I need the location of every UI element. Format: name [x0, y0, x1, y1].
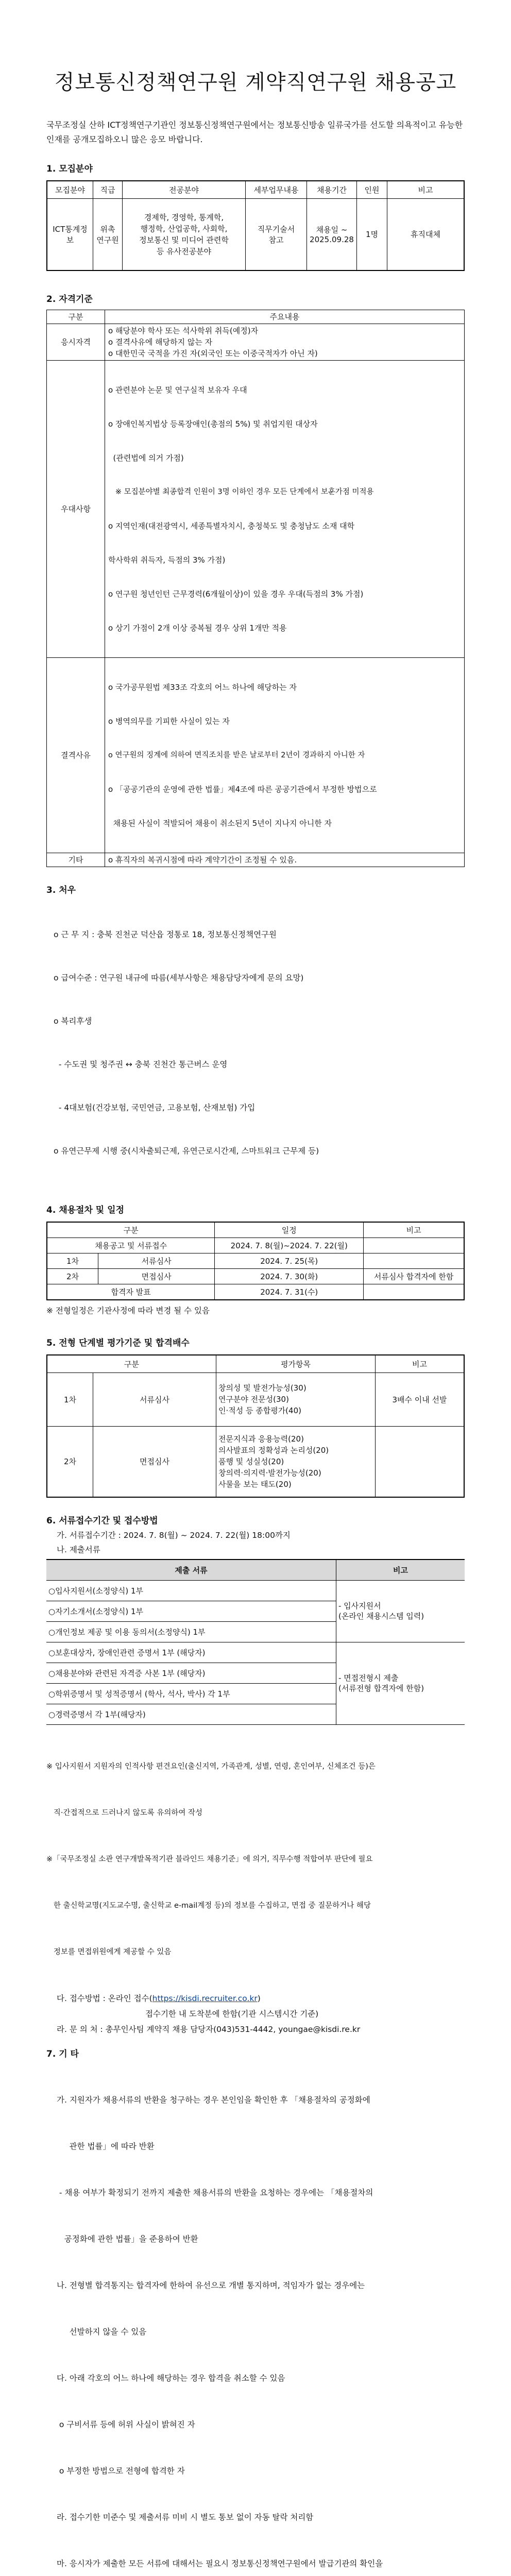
- section-heading-recruitment: 1. 모집분야: [46, 161, 465, 174]
- list-item: o 해당분야 학사 또는 석사학위 취득(예정)자: [108, 325, 461, 336]
- documents-table: [46, 1559, 465, 1725]
- table-header: 직급: [93, 181, 123, 198]
- list-item: o 부정한 방법으로 전형에 합격한 자: [57, 2463, 465, 2479]
- section-heading-evaluation: 5. 전형 단계별 평가기준 및 합격배수: [46, 1335, 465, 1348]
- table-cell: 합격자 발표: [47, 1284, 215, 1300]
- table-cell: 1차: [47, 1253, 98, 1269]
- table-cell: 1차: [47, 1372, 93, 1426]
- application-period: 가. 서류접수기간 : 2024. 7. 8(월) ~ 2024. 7. 22(월) 18:00까지: [46, 1528, 465, 1543]
- list-item: o 유연근무제 시행 중(시차출퇴근제, 유연근로시간제, 스마트워크 근무제 등): [54, 1144, 465, 1158]
- row-label: 응시자격: [47, 324, 105, 361]
- section-heading-schedule: 4. 채용절차 및 일정: [46, 1202, 465, 1215]
- list-item: 공정화에 관한 법률」을 준용하여 반환: [57, 2231, 465, 2247]
- table-cell: 서류심사: [98, 1253, 215, 1269]
- list-item: 채용된 사실이 적발되어 채용이 취소된지 5년이 지나지 아니한 자: [108, 818, 461, 829]
- table-cell: [364, 1284, 464, 1300]
- table-cell: 면접심사: [98, 1269, 215, 1284]
- apply-link[interactable]: https://kisdi.recruiter.co.kr: [152, 1994, 258, 2003]
- table-cell: 휴직대체: [387, 198, 465, 270]
- evaluation-table: [46, 1354, 465, 1498]
- list-item: 인·적성 등 종합평가(40): [218, 1405, 373, 1416]
- table-cell: 면접심사: [93, 1426, 216, 1497]
- table-header: 세부업무내용: [246, 181, 307, 198]
- table-cell: ○경력증명서 각 1부(해당자): [46, 1704, 336, 1724]
- table-cell: [216, 1372, 375, 1426]
- table-row: [47, 1426, 464, 1497]
- table-cell: 2024. 7. 25(목): [215, 1253, 364, 1269]
- table-header: 비고: [364, 1222, 464, 1238]
- table-header: 비고: [387, 181, 465, 198]
- list-item: o 연구원 청년인턴 근무경력(6개월이상)이 있을 경우 우대(득점의 3% 가점): [108, 588, 461, 600]
- list-item: (관련법에 의거 가점): [108, 452, 461, 464]
- table-cell: - 면접전형시 제출 (서류전형 합격자에 한함): [336, 1642, 465, 1724]
- table-header-row: [47, 310, 465, 324]
- table-header: 비고: [375, 1355, 464, 1372]
- list-item: 마. 응시자가 제출한 모든 서류에 대해서는 필요시 정보통신정책연구원에서 발급기관의 확인을: [57, 2556, 465, 2571]
- table-cell: ○학위증명서 및 성적증명서 (학사, 석사, 박사) 각 1부: [46, 1683, 336, 1704]
- list-item: 창의력·의지력·발전가능성(20): [218, 1467, 373, 1479]
- table-cell: ○자기소개서(소정양식) 1부: [46, 1601, 336, 1621]
- list-item: o 구비서류 등에 허위 사실이 밝혀진 자: [57, 2417, 465, 2432]
- row-content: [105, 361, 465, 658]
- section-heading-qualification: 2. 자격기준: [46, 292, 465, 304]
- list-item: - 수도권 및 청주권 ↔ 충북 진천간 통근버스 운영: [54, 1057, 465, 1072]
- list-item: o 관련분야 논문 및 연구실적 보유자 우대: [108, 384, 461, 396]
- list-item: o 「공공기관의 운영에 관한 법률」제4조에 따른 공공기관에서 부정한 방법으로: [108, 784, 461, 795]
- list-item: o 결격사유에 해당하지 않는 자: [108, 336, 461, 348]
- table-cell: ICT통계정보: [47, 198, 93, 270]
- row-label: 결격사유: [47, 658, 105, 853]
- misc-list: [46, 2061, 465, 2576]
- table-cell: 채용공고 및 서류접수: [47, 1238, 215, 1253]
- table-header: 구분: [47, 1222, 215, 1238]
- table-header: 구분: [47, 310, 105, 324]
- table-row: [46, 1580, 465, 1601]
- list-item: o 근 무 지 : 충북 진천군 덕산읍 정통로 18, 정보통신정책연구원: [54, 927, 465, 942]
- remark-line: 직·간접적으로 드러나지 않도록 유의하여 작성: [46, 1805, 465, 1821]
- list-item: o 복리후생: [54, 1014, 465, 1028]
- table-header: 제출 서류: [46, 1560, 336, 1580]
- list-item: o 상기 가점이 2개 이상 중복될 경우 상위 1개만 적용: [108, 622, 461, 634]
- table-row: [47, 658, 465, 853]
- list-item: o 대한민국 국적을 가진 자(외국인 또는 이중국적자가 아닌 자): [108, 348, 461, 359]
- list-item: 사물을 보는 태도(20): [218, 1479, 373, 1490]
- schedule-table: [46, 1222, 465, 1300]
- section-heading-application: 6. 서류접수기간 및 접수방법: [46, 1513, 465, 1526]
- table-cell: 3배수 이내 선발: [375, 1372, 464, 1426]
- table-row: [47, 324, 465, 361]
- table-cell: 직무기술서 참고: [246, 198, 307, 270]
- intro-text: 국무조정실 산하 ICT정책연구기관인 정보통신정책연구원에서는 정보통신방송 일류국가를 선도할 의욕적이고 유능한 인재를 공개모집하오니 많은 응모 바랍니다.: [46, 118, 465, 147]
- list-item: 연구분야 전문성(30): [218, 1394, 373, 1405]
- qualification-table: [46, 310, 465, 867]
- table-header: 전공분야: [123, 181, 246, 198]
- table-header-row: [46, 1560, 465, 1580]
- list-item: 전문지식과 응용능력(20): [218, 1433, 373, 1445]
- recruitment-table: [46, 180, 465, 271]
- table-header: 평가항목: [216, 1355, 375, 1372]
- section-heading-misc: 7. 기 타: [46, 2046, 465, 2059]
- list-item: o 국가공무원법 제33조 각호의 어느 하나에 해당하는 자: [108, 682, 461, 693]
- list-item: 선발하지 않을 수 있음: [57, 2324, 465, 2340]
- table-cell: ○개인정보 제공 및 이용 동의서(소정양식) 1부: [46, 1621, 336, 1642]
- contact-info: 라. 문 의 처 : 총무인사팀 계약직 채용 담당자(043)531-4442, youngae@kisdi.re.kr: [46, 2022, 465, 2037]
- table-cell: ○입사지원서(소정양식) 1부: [46, 1580, 336, 1601]
- table-cell: 서류심사: [93, 1372, 216, 1426]
- table-row: [47, 853, 465, 867]
- list-item: 관한 법률」에 따라 반환: [57, 2139, 465, 2154]
- row-content: [105, 853, 465, 867]
- documents-label: 나. 제출서류: [46, 1543, 465, 1557]
- list-item: 나. 전형별 합격통지는 합격자에 한하여 유선으로 개별 통지하며, 적임자가 없는 경우에는: [57, 2278, 465, 2293]
- apply-note: 접수기한 내 도착분에 한함(기관 시스템시간 기준): [46, 2006, 465, 2022]
- list-item: 라. 접수기한 미준수 및 제출서류 미비 시 별도 통보 없이 자동 탈락 처리함: [57, 2510, 465, 2525]
- apply-method-label: 다. 접수방법 : 온라인 접수(: [57, 1994, 152, 2003]
- row-label: 우대사항: [47, 361, 105, 658]
- list-item: o 휴직자의 복귀시점에 따라 계약기간이 조정될 수 있음.: [108, 854, 461, 866]
- table-cell: [375, 1426, 464, 1497]
- list-item: o 장애인복지법상 등록장애인(총점의 5%) 및 취업지원 대상자: [108, 418, 461, 430]
- table-row: [47, 198, 464, 270]
- table-header-row: [47, 1222, 464, 1238]
- list-item: 다. 아래 각호의 어느 하나에 해당하는 경우 합격을 취소할 수 있음: [57, 2370, 465, 2386]
- remark-line: 정보를 면접위원에게 제공할 수 있음: [46, 1944, 465, 1960]
- list-item: 품행 및 성실성(20): [218, 1456, 373, 1467]
- table-header-row: [47, 181, 464, 198]
- list-item: 학사학위 취득자, 득점의 3% 가점): [108, 554, 461, 566]
- remarks: [46, 1728, 465, 1991]
- table-cell: [364, 1238, 464, 1253]
- table-header: 비고: [336, 1560, 465, 1580]
- table-cell: 서류심사 합격자에 한함: [364, 1269, 464, 1284]
- table-cell: ○채용분야와 관련된 자격증 사본 1부 (해당자): [46, 1663, 336, 1683]
- list-item: o 병역의무를 기피한 사실이 있는 자: [108, 716, 461, 727]
- remark-line: 한 출신학교명(지도교수명, 출신학교 e-mail계정 등)의 정보를 수집하고, 면접 중 질문하거나 해당: [46, 1898, 465, 1913]
- table-row: [47, 361, 465, 658]
- table-cell: 채용일 ~ 2025.09.28: [307, 198, 357, 270]
- table-header-row: [47, 1355, 464, 1372]
- table-cell: [216, 1426, 375, 1497]
- table-cell: 1명: [357, 198, 387, 270]
- table-cell: 2024. 7. 31(수): [215, 1284, 364, 1300]
- table-row: [47, 1253, 464, 1269]
- row-content: [105, 658, 465, 853]
- list-item: 창의성 및 발전가능성(30): [218, 1382, 373, 1394]
- apply-method-close: ): [258, 1994, 261, 2003]
- row-content: [105, 324, 465, 361]
- table-row: [47, 1372, 464, 1426]
- table-row: [47, 1238, 464, 1253]
- list-item: o 지역인재(대전광역시, 세종특별자치시, 충청북도 및 충청남도 소재 대학: [108, 520, 461, 532]
- list-item: - 채용 여부가 확정되기 전까지 제출한 채용서류의 반환을 요청하는 경우에는 「채용절차의: [57, 2185, 465, 2200]
- table-cell: 2차: [47, 1269, 98, 1284]
- table-row: [47, 1284, 464, 1300]
- remark-line: ※「국무조정실 소관 연구개발목적기관 블라인드 채용기준」에 의거, 직무수행 적합여부 판단에 필요: [46, 1852, 465, 1867]
- table-header: 일정: [215, 1222, 364, 1238]
- list-item: ※ 모집분야별 최종합격 인원이 3명 이하인 경우 모든 단계에서 보훈가점 미적용: [108, 486, 461, 498]
- table-cell: 위촉 연구원: [93, 198, 123, 270]
- schedule-note: ※ 전형일정은 기관사정에 따라 변경 될 수 있음: [46, 1303, 465, 1318]
- table-cell: 경제학, 경영학, 통계학, 행정학, 산업공학, 사회학, 정보통신 및 미디어 관련학 등 유사전공분야: [123, 198, 246, 270]
- list-item: - 4대보험(건강보험, 국민연금, 고용보험, 산재보험) 가입: [54, 1100, 465, 1115]
- page-title: 정보통신정책연구원 계약직연구원 채용공고: [46, 0, 465, 95]
- list-item: 가. 지원자가 채용서류의 반환을 청구하는 경우 본인임을 확인한 후 「채용절차의 공정화에: [57, 2092, 465, 2108]
- table-cell: ○보훈대상자, 장애인관련 증명서 1부 (해당자): [46, 1642, 336, 1663]
- list-item: 의사발표의 정확성과 논리성(20): [218, 1445, 373, 1456]
- table-cell: 2024. 7. 30(화): [215, 1269, 364, 1284]
- table-cell: 2024. 7. 8(월)~2024. 7. 22(월): [215, 1238, 364, 1253]
- benefits-list: [46, 899, 465, 1187]
- table-cell: [364, 1253, 464, 1269]
- table-cell: - 입사지원서 (온라인 채용시스템 입력): [336, 1580, 465, 1642]
- list-item: o 급여수준 : 연구원 내규에 따름(세부사항은 채용담당자에게 문의 요망): [54, 971, 465, 985]
- section-heading-benefits: 3. 처우: [46, 883, 465, 895]
- table-header: 모집분야: [47, 181, 93, 198]
- table-header: 구분: [47, 1355, 216, 1372]
- table-cell: 2차: [47, 1426, 93, 1497]
- table-header: 주요내용: [105, 310, 465, 324]
- apply-method: [46, 1991, 465, 2006]
- table-header: 인원: [357, 181, 387, 198]
- list-item: o 연구원의 징계에 의하여 면직조치를 받은 날로부터 2년이 경과하지 아니한 자: [108, 750, 461, 761]
- table-row: [46, 1642, 465, 1663]
- row-label: 기타: [47, 853, 105, 867]
- table-row: [47, 1269, 464, 1284]
- remark-line: ※ 입사지원서 지원자의 인적사항 편견요인(출신지역, 가족관계, 성별, 연령, 혼인여부, 신체조건 등)은: [46, 1759, 465, 1774]
- table-header: 채용기간: [307, 181, 357, 198]
